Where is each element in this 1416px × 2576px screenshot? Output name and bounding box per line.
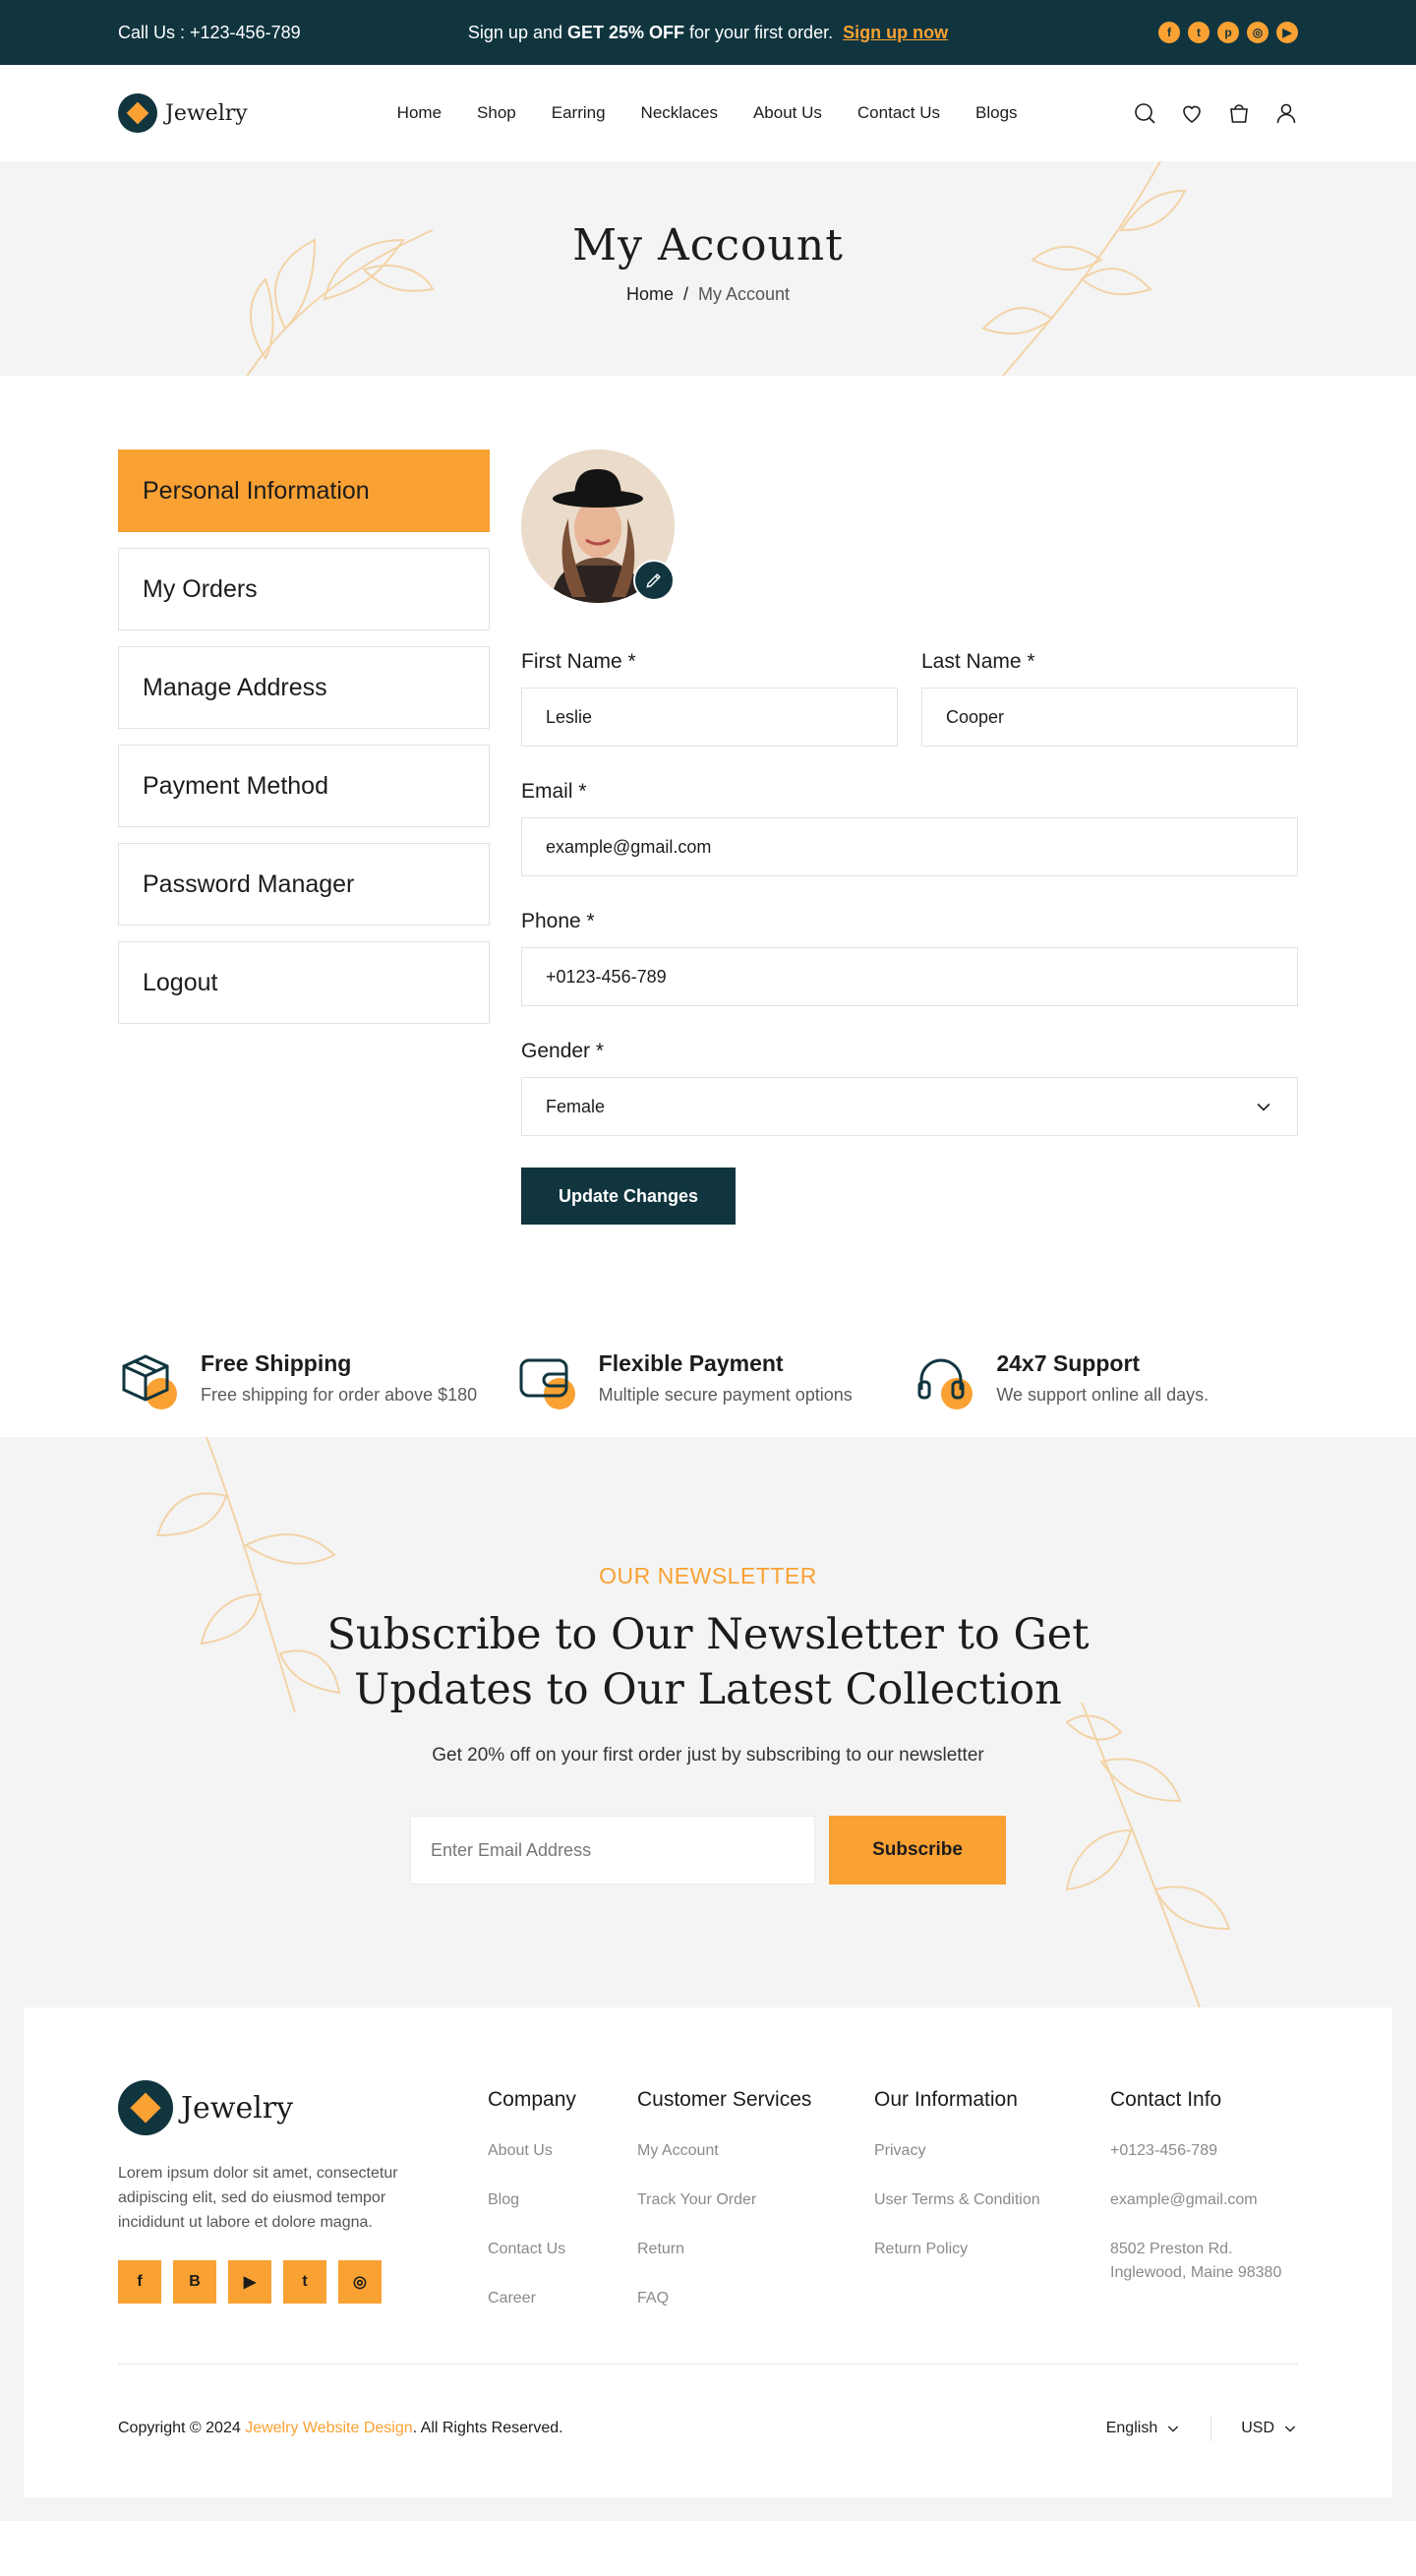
footer-link[interactable]: User Terms & Condition	[874, 2191, 1040, 2208]
heart-icon[interactable]	[1180, 101, 1204, 125]
twitter-icon[interactable]: t	[283, 2260, 326, 2304]
first-name-group	[521, 650, 898, 747]
footer-link[interactable]: FAQ	[637, 2290, 670, 2306]
currency-select[interactable]: USD	[1241, 2420, 1298, 2437]
nav-home[interactable]: Home	[396, 103, 442, 122]
wallet-icon	[516, 1350, 575, 1409]
footer-column-company	[488, 2080, 637, 2336]
site-footer	[24, 2007, 1392, 2497]
blogger-icon[interactable]: B	[173, 2260, 216, 2304]
phone-field[interactable]: +0123-456-789	[521, 947, 1298, 1006]
instagram-icon[interactable]: ◎	[1247, 22, 1268, 43]
footer-divider	[118, 2364, 1298, 2365]
first-name-field[interactable]: Leslie	[521, 688, 898, 747]
footer-link[interactable]: Return	[637, 2241, 685, 2257]
youtube-icon[interactable]: ▶	[1276, 22, 1298, 43]
phone-group	[521, 910, 1298, 1006]
search-icon[interactable]	[1133, 101, 1156, 125]
instagram-icon[interactable]: ◎	[338, 2260, 382, 2304]
box-icon	[118, 1350, 177, 1409]
edit-avatar-button[interactable]	[633, 560, 675, 601]
logo-icon	[118, 93, 157, 133]
signup-link[interactable]: Sign up now	[843, 22, 949, 42]
footer-column-title: Customer Services	[637, 2088, 812, 2111]
sidebar-item-manage-address[interactable]: Manage Address	[118, 646, 490, 729]
footer-wrapper	[0, 2007, 1416, 2521]
last-name-label: Last Name *	[921, 650, 1035, 673]
leaf-decoration-left	[148, 1437, 344, 1712]
footer-link[interactable]: Career	[488, 2290, 536, 2306]
pencil-icon	[644, 570, 664, 590]
feature-free-shipping	[118, 1350, 502, 1437]
last-name-field[interactable]: Cooper	[921, 688, 1298, 747]
feature-flexible-payment	[516, 1350, 901, 1437]
logo-text: Jewelry	[181, 2090, 294, 2126]
newsletter-section	[0, 1437, 1416, 2007]
sidebar-item-password-manager[interactable]: Password Manager	[118, 843, 490, 926]
nav-necklaces[interactable]: Necklaces	[640, 103, 718, 122]
nav-shop[interactable]: Shop	[477, 103, 516, 122]
footer-column-our-information	[874, 2080, 1110, 2336]
gender-group	[521, 1040, 1298, 1136]
newsletter-email-input[interactable]: Enter Email Address	[410, 1816, 815, 1885]
site-header	[0, 65, 1416, 161]
site-logo[interactable]	[118, 93, 248, 133]
logo-text: Jewelry	[165, 100, 248, 126]
footer-socials	[118, 2260, 488, 2304]
bag-icon[interactable]	[1227, 101, 1251, 125]
footer-link[interactable]: Return Policy	[874, 2241, 969, 2257]
newsletter-kicker: OUR NEWSLETTER	[599, 1563, 817, 1588]
email-group	[521, 780, 1298, 876]
promo-text-bold: GET 25% OFF	[567, 22, 685, 42]
newsletter-title: Subscribe to Our Newsletter to Get Updates to Our Latest Collection	[326, 1610, 1090, 1714]
footer-brand	[118, 2080, 488, 2336]
top-bar	[0, 0, 1416, 65]
footer-column-title: Contact Info	[1110, 2088, 1222, 2111]
subscribe-button[interactable]: Subscribe	[829, 1816, 1006, 1885]
page-title: My Account	[572, 220, 844, 270]
features-strip	[0, 1225, 1416, 1437]
feature-title: Flexible Payment	[598, 1350, 784, 1376]
breadcrumb-home[interactable]: Home	[625, 284, 674, 304]
last-name-group	[921, 650, 1298, 747]
feature-text: We support online all days.	[996, 1385, 1210, 1405]
feature-support	[914, 1350, 1298, 1437]
pinterest-icon[interactable]: p	[1217, 22, 1239, 43]
footer-link[interactable]: My Account	[637, 2142, 719, 2159]
sidebar-item-payment-method[interactable]: Payment Method	[118, 745, 490, 827]
feature-text: Free shipping for order above $180	[201, 1385, 478, 1405]
phone-label: Phone *	[521, 910, 595, 932]
email-label: Email *	[521, 780, 587, 803]
leaf-decoration-right	[964, 161, 1190, 376]
footer-email[interactable]: example@gmail.com	[1110, 2191, 1258, 2208]
nav-about-us[interactable]: About Us	[752, 103, 822, 122]
footer-phone[interactable]: +0123-456-789	[1110, 2142, 1217, 2159]
divider	[1210, 2416, 1211, 2441]
personal-info-form	[521, 449, 1298, 1225]
newsletter-subtitle: Get 20% off on your first order just by subscribing to our newsletter	[432, 1745, 984, 1766]
breadcrumb-current: My Account	[697, 284, 791, 304]
footer-bottom	[118, 2416, 1298, 2441]
sidebar-item-my-orders[interactable]: My Orders	[118, 548, 490, 630]
footer-link[interactable]: Blog	[488, 2191, 520, 2208]
footer-column-title: Company	[488, 2088, 576, 2111]
footer-link[interactable]: About Us	[488, 2142, 553, 2159]
top-socials	[1158, 22, 1298, 43]
footer-link[interactable]: Track Your Order	[637, 2191, 757, 2208]
footer-logo[interactable]	[118, 2080, 488, 2135]
gender-value: Female	[546, 1096, 606, 1116]
email-field[interactable]: example@gmail.com	[521, 817, 1298, 876]
avatar	[521, 449, 675, 603]
footer-column-title: Our Information	[874, 2088, 1018, 2111]
user-icon[interactable]	[1274, 101, 1298, 125]
nav-blogs[interactable]: Blogs	[975, 103, 1018, 122]
feature-title: 24x7 Support	[996, 1350, 1141, 1376]
footer-link[interactable]: Contact Us	[488, 2241, 566, 2257]
gender-select[interactable]	[521, 1077, 1298, 1136]
account-main	[0, 376, 1416, 1225]
promo-text-pre: Sign up and	[467, 22, 567, 42]
headphones-icon	[914, 1350, 973, 1409]
leaf-decoration-left	[226, 201, 442, 376]
breadcrumb	[0, 284, 1416, 305]
gender-label: Gender *	[521, 1040, 605, 1062]
header-icons	[1133, 101, 1298, 125]
footer-column-customer-services	[637, 2080, 874, 2336]
footer-column-contact-info	[1110, 2080, 1297, 2336]
logo-icon	[118, 2080, 173, 2135]
copyright-brand-link[interactable]: Jewelry Website Design	[245, 2420, 413, 2436]
first-name-label: First Name *	[521, 650, 636, 673]
update-changes-button[interactable]: Update Changes	[521, 1168, 736, 1225]
chevron-down-icon	[1165, 2421, 1181, 2436]
nav-contact-us[interactable]: Contact Us	[856, 103, 940, 122]
promo-text-post: for your first order.	[684, 22, 834, 42]
footer-link[interactable]: Privacy	[874, 2142, 926, 2159]
call-us-text: Call Us : +123-456-789	[118, 22, 301, 42]
copyright: Copyright © 2024 Jewelry Website Design. All Rights Reserved.	[118, 2420, 563, 2436]
sidebar-item-personal-information[interactable]: Personal Information	[118, 449, 490, 532]
chevron-down-icon	[1254, 1097, 1273, 1116]
feature-text: Multiple secure payment options	[598, 1385, 853, 1405]
feature-title: Free Shipping	[201, 1350, 352, 1376]
youtube-icon[interactable]: ▶	[228, 2260, 271, 2304]
page-banner	[0, 161, 1416, 376]
sidebar-item-logout[interactable]: Logout	[118, 941, 490, 1024]
nav-earring[interactable]: Earring	[551, 103, 606, 122]
language-select[interactable]: English	[1106, 2420, 1181, 2437]
breadcrumb-separator: /	[682, 284, 688, 304]
facebook-icon[interactable]: f	[1158, 22, 1180, 43]
chevron-down-icon	[1282, 2421, 1298, 2436]
main-nav	[397, 103, 1018, 123]
twitter-icon[interactable]: t	[1188, 22, 1210, 43]
footer-address: 8502 Preston Rd. Inglewood, Maine 98380	[1110, 2241, 1282, 2281]
footer-about: Lorem ipsum dolor sit amet, consectetur adipiscing elit, sed do eiusmod tempor incididunt ut labore et dolore magna.	[118, 2165, 398, 2231]
account-sidebar	[118, 449, 490, 1225]
facebook-icon[interactable]: f	[118, 2260, 161, 2304]
leaf-decoration-right	[1062, 1703, 1259, 2007]
